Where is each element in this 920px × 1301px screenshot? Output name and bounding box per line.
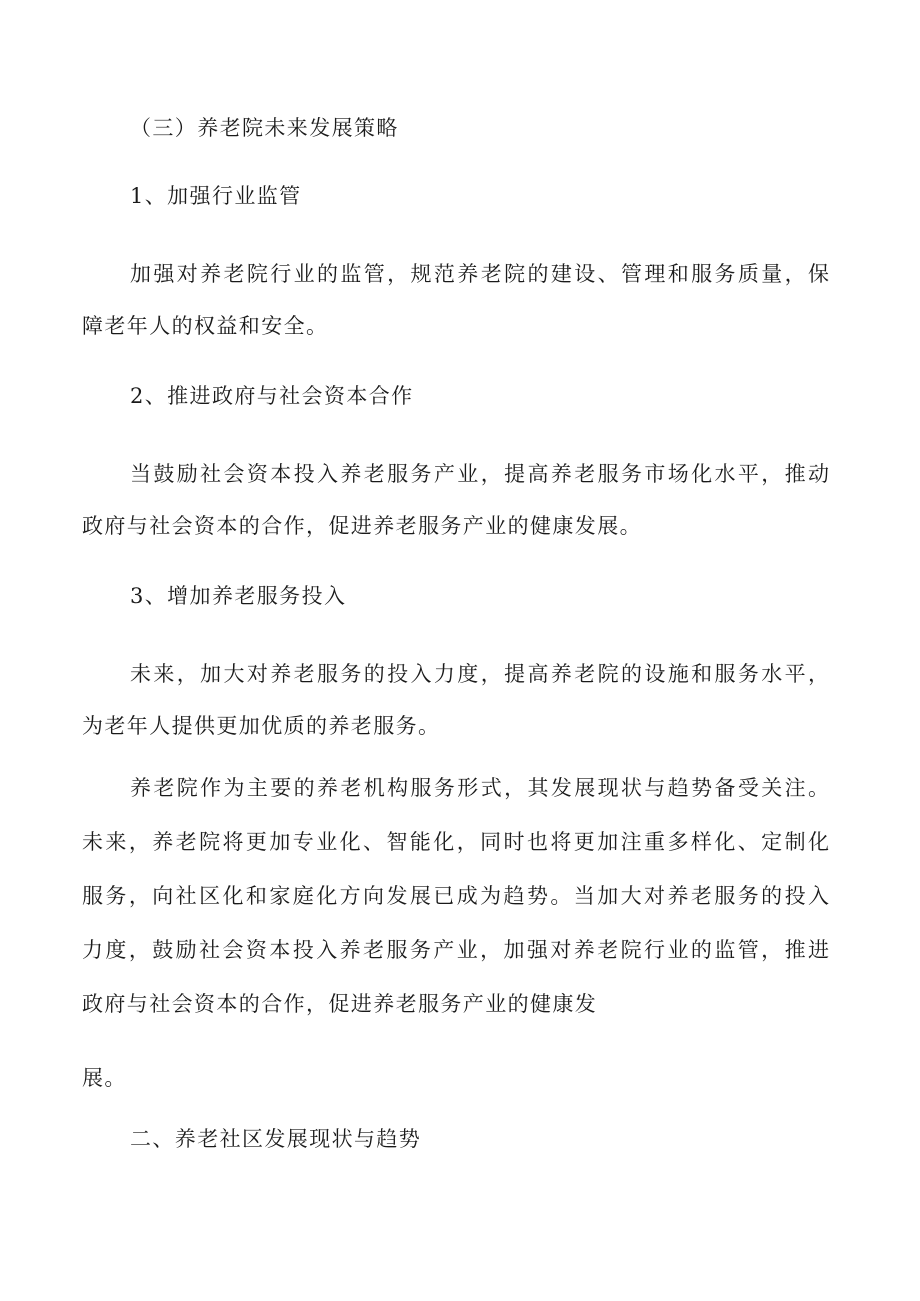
- next-section-heading: 二、养老社区发展现状与趋势: [130, 1127, 422, 1151]
- summary-line-3: 服务，向社区化和家庭化方向发展已成为趋势。当加大对养老服务的投入: [82, 884, 829, 908]
- item-3-heading: 3、增加养老服务投入: [130, 584, 347, 608]
- item-1-text-line-2: 障老年人的权益和安全。: [82, 314, 329, 338]
- summary-line-6: 展。: [82, 1066, 127, 1090]
- summary-line-4: 力度，鼓励社会资本投入养老服务产业，加强对养老院行业的监管，推进: [82, 938, 829, 962]
- item-2-heading: 2、推进政府与社会资本合作: [130, 384, 414, 408]
- item-2-text-line-1: 当鼓励社会资本投入养老服务产业，提高养老服务市场化水平，推动: [130, 462, 829, 486]
- summary-line-5: 政府与社会资本的合作，促进养老服务产业的健康发: [82, 992, 598, 1016]
- item-1-text-line-1: 加强对养老院行业的监管，规范养老院的建设、管理和服务质量，保: [130, 262, 829, 286]
- item-1-heading: 1、加强行业监管: [130, 184, 302, 208]
- item-3-text-line-1: 未来，加大对养老服务的投入力度，提高养老院的设施和服务水平，: [130, 662, 829, 686]
- section-heading: （三）养老院未来发展策略: [130, 116, 399, 140]
- item-2-text-line-2: 政府与社会资本的合作，促进养老服务产业的健康发展。: [82, 514, 642, 538]
- item-3-text-line-2: 为老年人提供更加优质的养老服务。: [82, 714, 441, 738]
- summary-line-2: 未来，养老院将更加专业化、智能化，同时也将更加注重多样化、定制化: [82, 830, 829, 854]
- summary-line-1: 养老院作为主要的养老机构服务形式，其发展现状与趋势备受关注。: [130, 776, 829, 800]
